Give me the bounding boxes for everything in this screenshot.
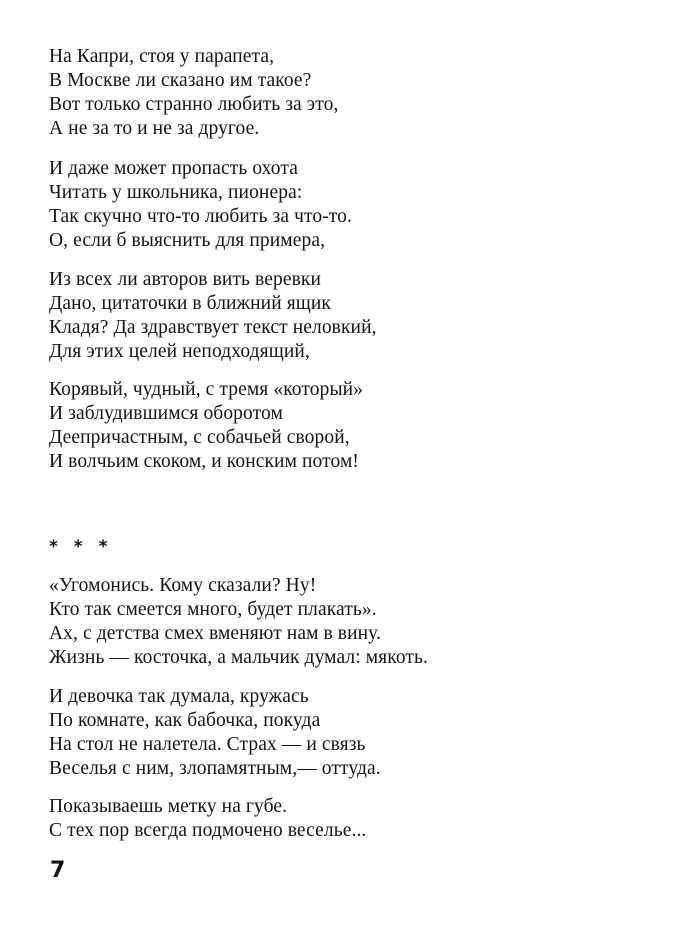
verse-line: На Капри, стоя у парапета, [49,46,275,67]
verse-line: «Угомонись. Кому сказали? Ну! [49,575,317,596]
verse-line: Жизнь — косточка, а мальчик думал: мякоть. [49,647,429,668]
verse-line: Так скучно что-то любить за что-то. [49,206,352,227]
verse-line: Ах, с детства смех вменяют нам в вину. [49,623,382,644]
verse-line: В Москве ли сказано им такое? [49,70,312,91]
verse-line: И заблудившимся оборотом [49,403,283,424]
verse-line: А не за то и не за другое. [49,118,260,139]
poem1-stanza-1 [49,45,649,141]
page-number: 7 [50,858,66,883]
verse-line: Кладя? Да здравствует текст неловкий, [49,317,377,338]
poem-separator-asterisks: * * * [49,537,110,557]
verse-line: Дано, цитаточки в ближний ящик [49,293,332,314]
verse-line: И даже может пропасть охота [49,158,299,179]
verse-line: Для этих целей неподходящий, [49,341,310,362]
verse-line: Показываешь метку на губе. [49,796,288,817]
poem1-stanza-3 [49,268,649,364]
verse-line: О, если б выяснить для примера, [49,230,326,251]
poem2-stanza-1 [49,574,649,670]
verse-line: Веселья с ним, злопамятным,— оттуда. [49,758,381,779]
verse-line: На стол не налетела. Страх — и связь [49,734,366,755]
verse-line: С тех пор всегда подмочено веселье... [49,820,367,841]
verse-line: Из всех ли авторов вить веревки [49,269,321,290]
verse-line: Вот только странно любить за это, [49,94,339,115]
verse-line: Кто так смеется много, будет плакать». [49,599,377,620]
poem1-stanza-2 [49,157,649,253]
verse-line: Читать у школьника, пионера: [49,182,303,203]
verse-line: По комнате, как бабочка, покуда [49,710,321,731]
verse-line: И девочка так думала, кружась [49,686,309,707]
verse-line: Корявый, чудный, с тремя «который» [49,379,364,400]
poem2-stanza-2 [49,685,649,781]
poem1-stanza-4 [49,378,649,474]
verse-line: Деепричастным, с собачьей сворой, [49,427,350,448]
verse-line: И волчьим скоком, и конским потом! [49,451,360,472]
poem2-stanza-3 [49,795,649,843]
